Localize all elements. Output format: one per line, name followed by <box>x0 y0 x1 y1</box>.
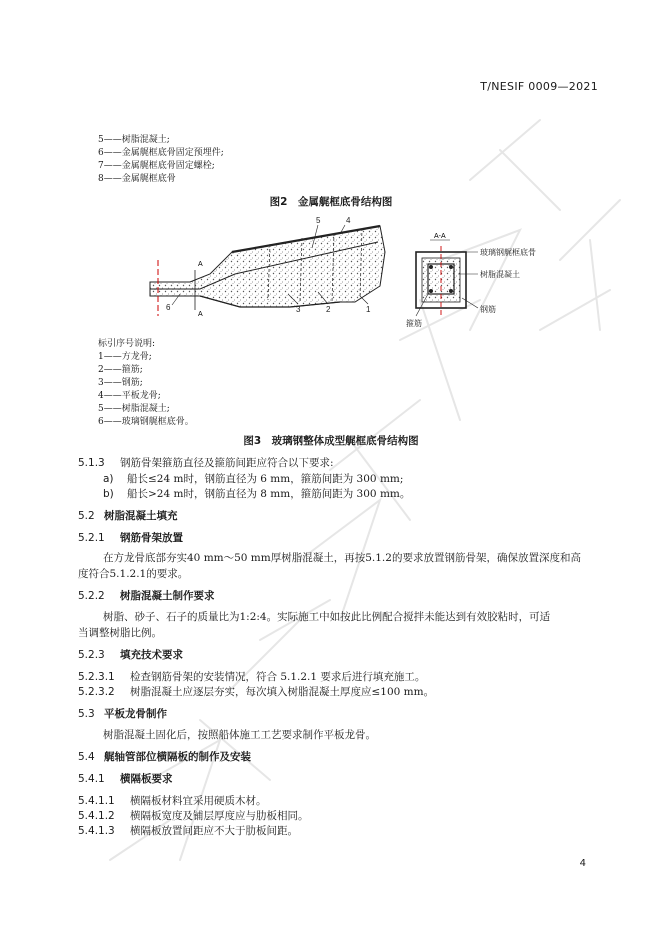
list-item <box>103 486 410 501</box>
clause-text: 树脂混凝土应逐层夯实，每次填入树脂混凝土厚度应≤100 mm。 <box>130 686 435 698</box>
section-5-4-1 <box>78 771 173 786</box>
clause-number: 5.2.3.2 <box>78 686 115 698</box>
fig3-legend-item: 6——玻璃钢艉框底骨。 <box>98 417 194 427</box>
fig2-legend-item: 7——金属艉框底骨固定螺栓; <box>98 161 215 171</box>
section-number: 5.2 <box>78 510 95 522</box>
paragraph-line: 树脂、砂子、石子的质量比为1:2:4。实际施工中如按此比例配合搅拌未能达到有效胶粘时，可适 <box>103 611 551 623</box>
fig3-drawing <box>140 212 560 337</box>
fig3-legend-item: 3——钢筋; <box>98 378 143 388</box>
section-number: 5.2.3 <box>78 649 105 661</box>
clause-5-4-1-3 <box>78 823 298 838</box>
fig2-legend-item: 5——树脂混凝土; <box>98 135 170 145</box>
clause-5-1-3 <box>78 455 334 470</box>
callout-6: 6 <box>166 303 171 312</box>
label-rebar: 钢筋 <box>480 305 496 314</box>
label-a-bottom: A <box>198 311 203 318</box>
section-title: 艉轴管部位横隔板的制作及安装 <box>104 751 251 763</box>
keel-profile <box>150 226 385 307</box>
clause-text: 检查钢筋骨架的安装情况，符合 5.1.2.1 要求后进行填充施工。 <box>130 671 426 683</box>
clause-5-2-3-1 <box>78 669 425 684</box>
fig3-legend-item: 4——平板龙骨; <box>98 391 161 401</box>
paragraph-line: 当调整树脂比例。 <box>78 627 162 639</box>
section-5-2-1 <box>78 530 183 545</box>
fig3-legend-item: 5——树脂混凝土; <box>98 404 170 414</box>
list-marker: b) <box>103 488 114 500</box>
page-number: 4 <box>579 858 586 869</box>
section-5-2 <box>78 508 178 523</box>
fig3-caption: 图3 玻璃钢整体成型艉框底骨结构图 <box>243 435 419 447</box>
section-number: 5.3 <box>78 708 95 720</box>
paragraph-line: 树脂混凝土固化后，按照船体施工工艺要求制作平板龙骨。 <box>103 729 376 741</box>
fig2-legend <box>98 134 224 186</box>
section-5-4 <box>78 749 251 764</box>
clause-number: 5.2.3.1 <box>78 671 115 683</box>
clause-text: 横隔板放置间距应不大于肋板间距。 <box>130 825 298 837</box>
list-text: 船长≤24 m时，钢筋直径为 6 mm，箍筋间距为 300 mm; <box>127 473 404 485</box>
section-title: 钢筋骨架放置 <box>120 532 183 544</box>
section-number: 5.4 <box>78 751 95 763</box>
callout-4: 4 <box>346 216 351 225</box>
clause-5-2-3-2 <box>78 684 434 699</box>
callout-5: 5 <box>316 216 321 225</box>
label-a-top: A <box>198 261 203 268</box>
section-title: 树脂混凝土制作要求 <box>120 590 215 602</box>
section-title: 填充技术要求 <box>120 649 183 661</box>
section-5-2-2 <box>78 588 215 603</box>
section-title: 平板龙骨制作 <box>104 708 167 720</box>
list-item <box>103 471 403 486</box>
section-5-2-3 <box>78 647 183 662</box>
clause-text: 横隔板宽度及铺层厚度应与肋板相同。 <box>130 810 309 822</box>
clause-5-4-1-1 <box>78 793 267 808</box>
section-number: 5.4.1 <box>78 773 105 785</box>
section-number: 5.2.2 <box>78 590 105 602</box>
section-number: 5.2.1 <box>78 532 105 544</box>
fig2-caption: 图2 金属艉框底骨结构图 <box>269 196 393 208</box>
fig3-legend <box>98 338 194 429</box>
section-title: 树脂混凝土填充 <box>104 510 178 522</box>
callout-1: 1 <box>366 305 371 314</box>
label-frp-keel: 玻璃钢艉框底骨 <box>480 248 536 257</box>
clause-number: 5.4.1.1 <box>78 795 115 807</box>
document-number: T/NESIF 0009—2021 <box>480 80 598 93</box>
paragraph-line: 在方龙骨底部夯实40 mm～50 mm厚树脂混凝土，再按5.1.2的要求放置钢筋骨架，确保放置深度和高 <box>103 552 581 564</box>
fig3-legend-item: 1——方龙骨; <box>98 352 152 362</box>
label-stirrup: 箍筋 <box>406 319 422 328</box>
clause-number: 5.1.3 <box>78 457 105 469</box>
list-marker: a) <box>103 473 114 485</box>
clause-text: 钢筋骨架箍筋直径及箍筋间距应符合以下要求: <box>120 457 334 469</box>
fig3-legend-item: 2——箍筋; <box>98 365 143 375</box>
clause-number: 5.4.1.2 <box>78 810 115 822</box>
clause-text: 横隔板材料宜采用硬质木材。 <box>130 795 267 807</box>
clause-5-4-1-2 <box>78 808 309 823</box>
callout-3: 3 <box>296 305 301 314</box>
callout-2: 2 <box>326 305 331 314</box>
label-resin-concrete: 树脂混凝土 <box>480 270 520 279</box>
list-text: 船长>24 m时，钢筋直径为 8 mm，箍筋间距为 300 mm。 <box>127 488 411 500</box>
paragraph-line: 度符合5.1.2.1的要求。 <box>78 568 189 580</box>
fig2-legend-item: 8——金属艉框底骨 <box>98 174 176 184</box>
section-5-3 <box>78 706 167 721</box>
clause-number: 5.4.1.3 <box>78 825 115 837</box>
fig3-legend-title: 标引序号说明: <box>98 339 156 349</box>
section-view <box>416 233 478 316</box>
section-title: 横隔板要求 <box>120 773 173 785</box>
fig2-legend-item: 6——金属艉框底骨固定预埋件; <box>98 148 224 158</box>
section-label: A-A <box>434 233 446 240</box>
